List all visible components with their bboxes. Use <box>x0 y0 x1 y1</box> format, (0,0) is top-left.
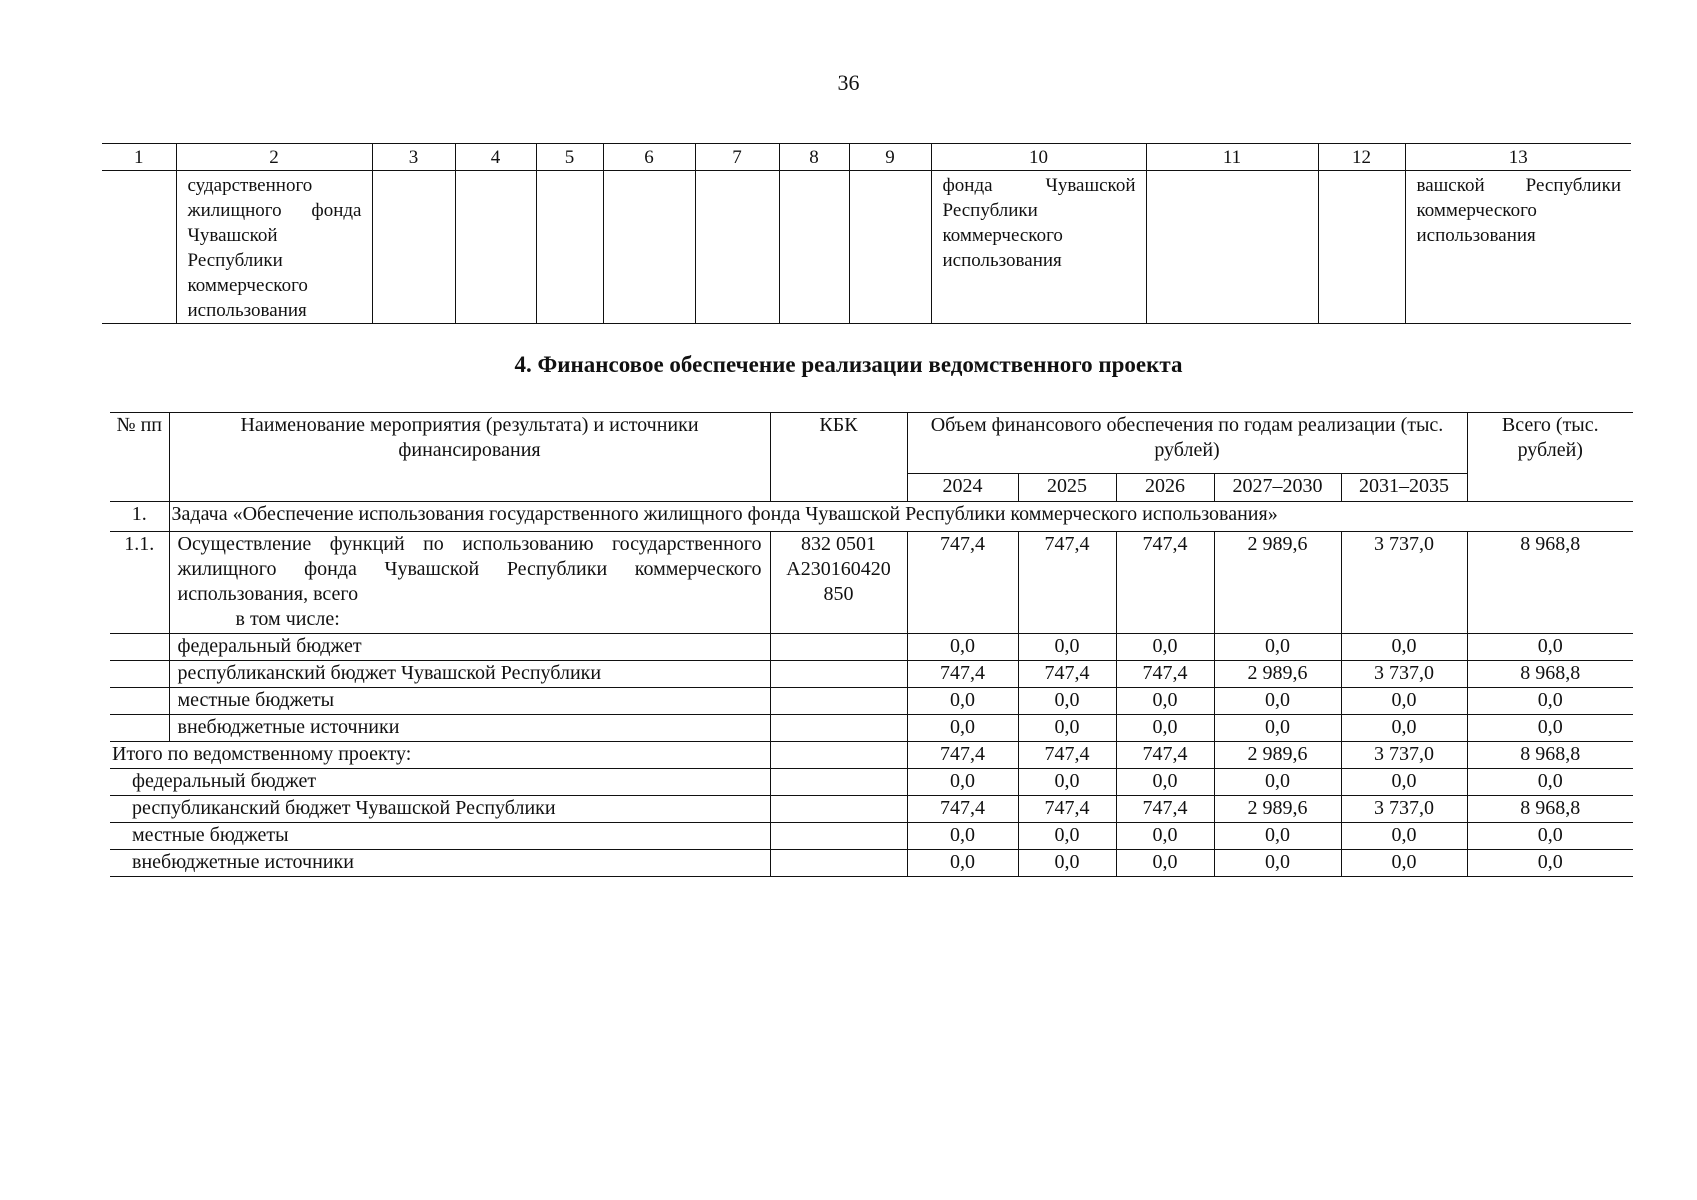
header-number: № пп <box>110 413 169 502</box>
value-cell: 0,0 <box>1467 850 1633 877</box>
empty-cell <box>770 715 907 742</box>
column-number: 3 <box>372 144 455 171</box>
value-cell: 8 968,8 <box>1467 661 1633 688</box>
column-number: 6 <box>603 144 695 171</box>
total-source-row <box>110 823 1633 850</box>
empty-cell <box>770 742 907 769</box>
item-name <box>169 532 770 634</box>
value-cell: 8 968,8 <box>1467 532 1633 634</box>
value-cell: 747,4 <box>907 532 1018 634</box>
value-cell: 747,4 <box>1116 532 1214 634</box>
table-cell: фонда Чувашской Республики коммерческого использования <box>931 171 1146 324</box>
kbk-line: 850 <box>823 583 854 605</box>
value-cell: 747,4 <box>1018 742 1116 769</box>
value-cell: 0,0 <box>1341 850 1467 877</box>
total-source-row <box>110 796 1633 823</box>
total-source-name: республиканский бюджет Чувашской Республики <box>110 796 770 823</box>
column-number: 11 <box>1146 144 1318 171</box>
finance-header-row <box>110 413 1633 474</box>
value-cell: 0,0 <box>907 688 1018 715</box>
header-year: 2024 <box>907 473 1018 501</box>
column-number: 5 <box>536 144 603 171</box>
value-cell: 747,4 <box>1116 661 1214 688</box>
item-name-text: Осуществление функций по использованию государственного жилищного фонда Чувашской Республики коммерческого использования, всего <box>177 533 762 605</box>
value-cell: 0,0 <box>1341 823 1467 850</box>
value-cell: 0,0 <box>1116 769 1214 796</box>
value-cell: 0,0 <box>1018 688 1116 715</box>
table-cell <box>779 171 849 324</box>
column-number: 7 <box>695 144 779 171</box>
value-cell: 0,0 <box>1214 715 1341 742</box>
empty-cell <box>770 661 907 688</box>
value-cell: 0,0 <box>1214 850 1341 877</box>
finance-table <box>110 412 1633 877</box>
value-cell: 747,4 <box>907 796 1018 823</box>
column-number: 8 <box>779 144 849 171</box>
value-cell: 3 737,0 <box>1341 742 1467 769</box>
value-cell: 0,0 <box>1116 634 1214 661</box>
continuation-header-row <box>102 144 1631 171</box>
value-cell: 0,0 <box>907 823 1018 850</box>
empty-cell <box>770 688 907 715</box>
value-cell: 747,4 <box>1018 661 1116 688</box>
item-number: 1.1. <box>110 532 169 634</box>
source-name: местные бюджеты <box>169 688 770 715</box>
value-cell: 3 737,0 <box>1341 796 1467 823</box>
task-text: Задача «Обеспечение использования государственного жилищного фонда Чувашской Республики коммерческого использования» <box>169 502 1633 532</box>
value-cell: 0,0 <box>1341 688 1467 715</box>
value-cell: 0,0 <box>1116 823 1214 850</box>
value-cell: 0,0 <box>1467 769 1633 796</box>
task-row <box>110 502 1633 532</box>
total-source-name: федеральный бюджет <box>110 769 770 796</box>
source-row <box>110 688 1633 715</box>
total-source-row <box>110 850 1633 877</box>
kbk-line: 832 0501 <box>801 533 876 555</box>
value-cell: 0,0 <box>1341 634 1467 661</box>
header-year: 2031–2035 <box>1341 473 1467 501</box>
value-cell: 747,4 <box>907 742 1018 769</box>
value-cell: 0,0 <box>1214 634 1341 661</box>
empty-cell <box>770 850 907 877</box>
value-cell: 0,0 <box>1467 823 1633 850</box>
total-source-row <box>110 769 1633 796</box>
table-cell <box>536 171 603 324</box>
value-cell: 0,0 <box>1341 715 1467 742</box>
kbk-line: А230160420 <box>786 558 891 580</box>
header-total: Всего (тыс. рублей) <box>1467 413 1633 502</box>
table-cell: вашской Республики коммерческого использования <box>1405 171 1631 324</box>
value-cell: 0,0 <box>1467 688 1633 715</box>
header-year: 2025 <box>1018 473 1116 501</box>
value-cell: 3 737,0 <box>1341 532 1467 634</box>
empty-cell <box>110 715 169 742</box>
empty-cell <box>770 634 907 661</box>
value-cell: 0,0 <box>1018 823 1116 850</box>
source-row <box>110 715 1633 742</box>
table-cell <box>695 171 779 324</box>
empty-cell <box>110 634 169 661</box>
source-name: федеральный бюджет <box>169 634 770 661</box>
total-source-name: внебюджетные источники <box>110 850 770 877</box>
column-number: 4 <box>455 144 536 171</box>
table-cell <box>455 171 536 324</box>
empty-cell <box>770 769 907 796</box>
value-cell: 0,0 <box>907 850 1018 877</box>
value-cell: 747,4 <box>1018 532 1116 634</box>
value-cell: 0,0 <box>1116 850 1214 877</box>
table-cell: сударственного жилищного фонда Чувашской Республики коммерческого использования <box>176 171 372 324</box>
value-cell: 8 968,8 <box>1467 796 1633 823</box>
value-cell: 0,0 <box>1467 634 1633 661</box>
total-row <box>110 742 1633 769</box>
task-number: 1. <box>110 502 169 532</box>
table-cell <box>102 171 176 324</box>
page-number: 36 <box>837 70 860 95</box>
item-row <box>110 532 1633 634</box>
value-cell: 0,0 <box>1018 769 1116 796</box>
continuation-table <box>102 143 1631 324</box>
value-cell: 747,4 <box>907 661 1018 688</box>
source-name: республиканский бюджет Чувашской Республики <box>169 661 770 688</box>
value-cell: 0,0 <box>1214 769 1341 796</box>
value-cell: 0,0 <box>1467 715 1633 742</box>
item-name-sub: в том числе: <box>235 608 340 630</box>
value-cell: 0,0 <box>1018 634 1116 661</box>
empty-cell <box>770 823 907 850</box>
value-cell: 2 989,6 <box>1214 742 1341 769</box>
header-kbk: КБК <box>770 413 907 502</box>
header-year: 2027–2030 <box>1214 473 1341 501</box>
table-cell <box>1318 171 1405 324</box>
column-number: 2 <box>176 144 372 171</box>
table-cell <box>603 171 695 324</box>
value-cell: 0,0 <box>1116 688 1214 715</box>
value-cell: 747,4 <box>1018 796 1116 823</box>
value-cell: 3 737,0 <box>1341 661 1467 688</box>
value-cell: 8 968,8 <box>1467 742 1633 769</box>
column-number: 9 <box>849 144 931 171</box>
value-cell: 0,0 <box>1341 769 1467 796</box>
column-number: 1 <box>102 144 176 171</box>
source-name: внебюджетные источники <box>169 715 770 742</box>
table-cell <box>849 171 931 324</box>
value-cell: 0,0 <box>907 715 1018 742</box>
header-year: 2026 <box>1116 473 1214 501</box>
column-number: 10 <box>931 144 1146 171</box>
total-name: Итого по ведомственному проекту: <box>110 742 770 769</box>
value-cell: 0,0 <box>1116 715 1214 742</box>
header-volume: Объем финансового обеспечения по годам реализации (тыс. рублей) <box>907 413 1467 474</box>
source-row <box>110 634 1633 661</box>
empty-cell <box>110 661 169 688</box>
value-cell: 747,4 <box>1116 796 1214 823</box>
value-cell: 2 989,6 <box>1214 661 1341 688</box>
continuation-row <box>102 171 1631 324</box>
header-name: Наименование мероприятия (результата) и источники финансирования <box>169 413 770 502</box>
value-cell: 0,0 <box>1214 688 1341 715</box>
total-source-name: местные бюджеты <box>110 823 770 850</box>
value-cell: 0,0 <box>1018 715 1116 742</box>
source-row <box>110 661 1633 688</box>
table-cell <box>372 171 455 324</box>
value-cell: 0,0 <box>1018 850 1116 877</box>
value-cell: 0,0 <box>907 634 1018 661</box>
empty-cell <box>110 688 169 715</box>
value-cell: 747,4 <box>1116 742 1214 769</box>
section-title: 4. Финансовое обеспечение реализации ведомственного проекта <box>514 352 1183 377</box>
value-cell: 2 989,6 <box>1214 796 1341 823</box>
empty-cell <box>770 796 907 823</box>
value-cell: 2 989,6 <box>1214 532 1341 634</box>
value-cell: 0,0 <box>1214 823 1341 850</box>
item-kbk <box>770 532 907 634</box>
column-number: 12 <box>1318 144 1405 171</box>
column-number: 13 <box>1405 144 1631 171</box>
table-cell <box>1146 171 1318 324</box>
value-cell: 0,0 <box>907 769 1018 796</box>
